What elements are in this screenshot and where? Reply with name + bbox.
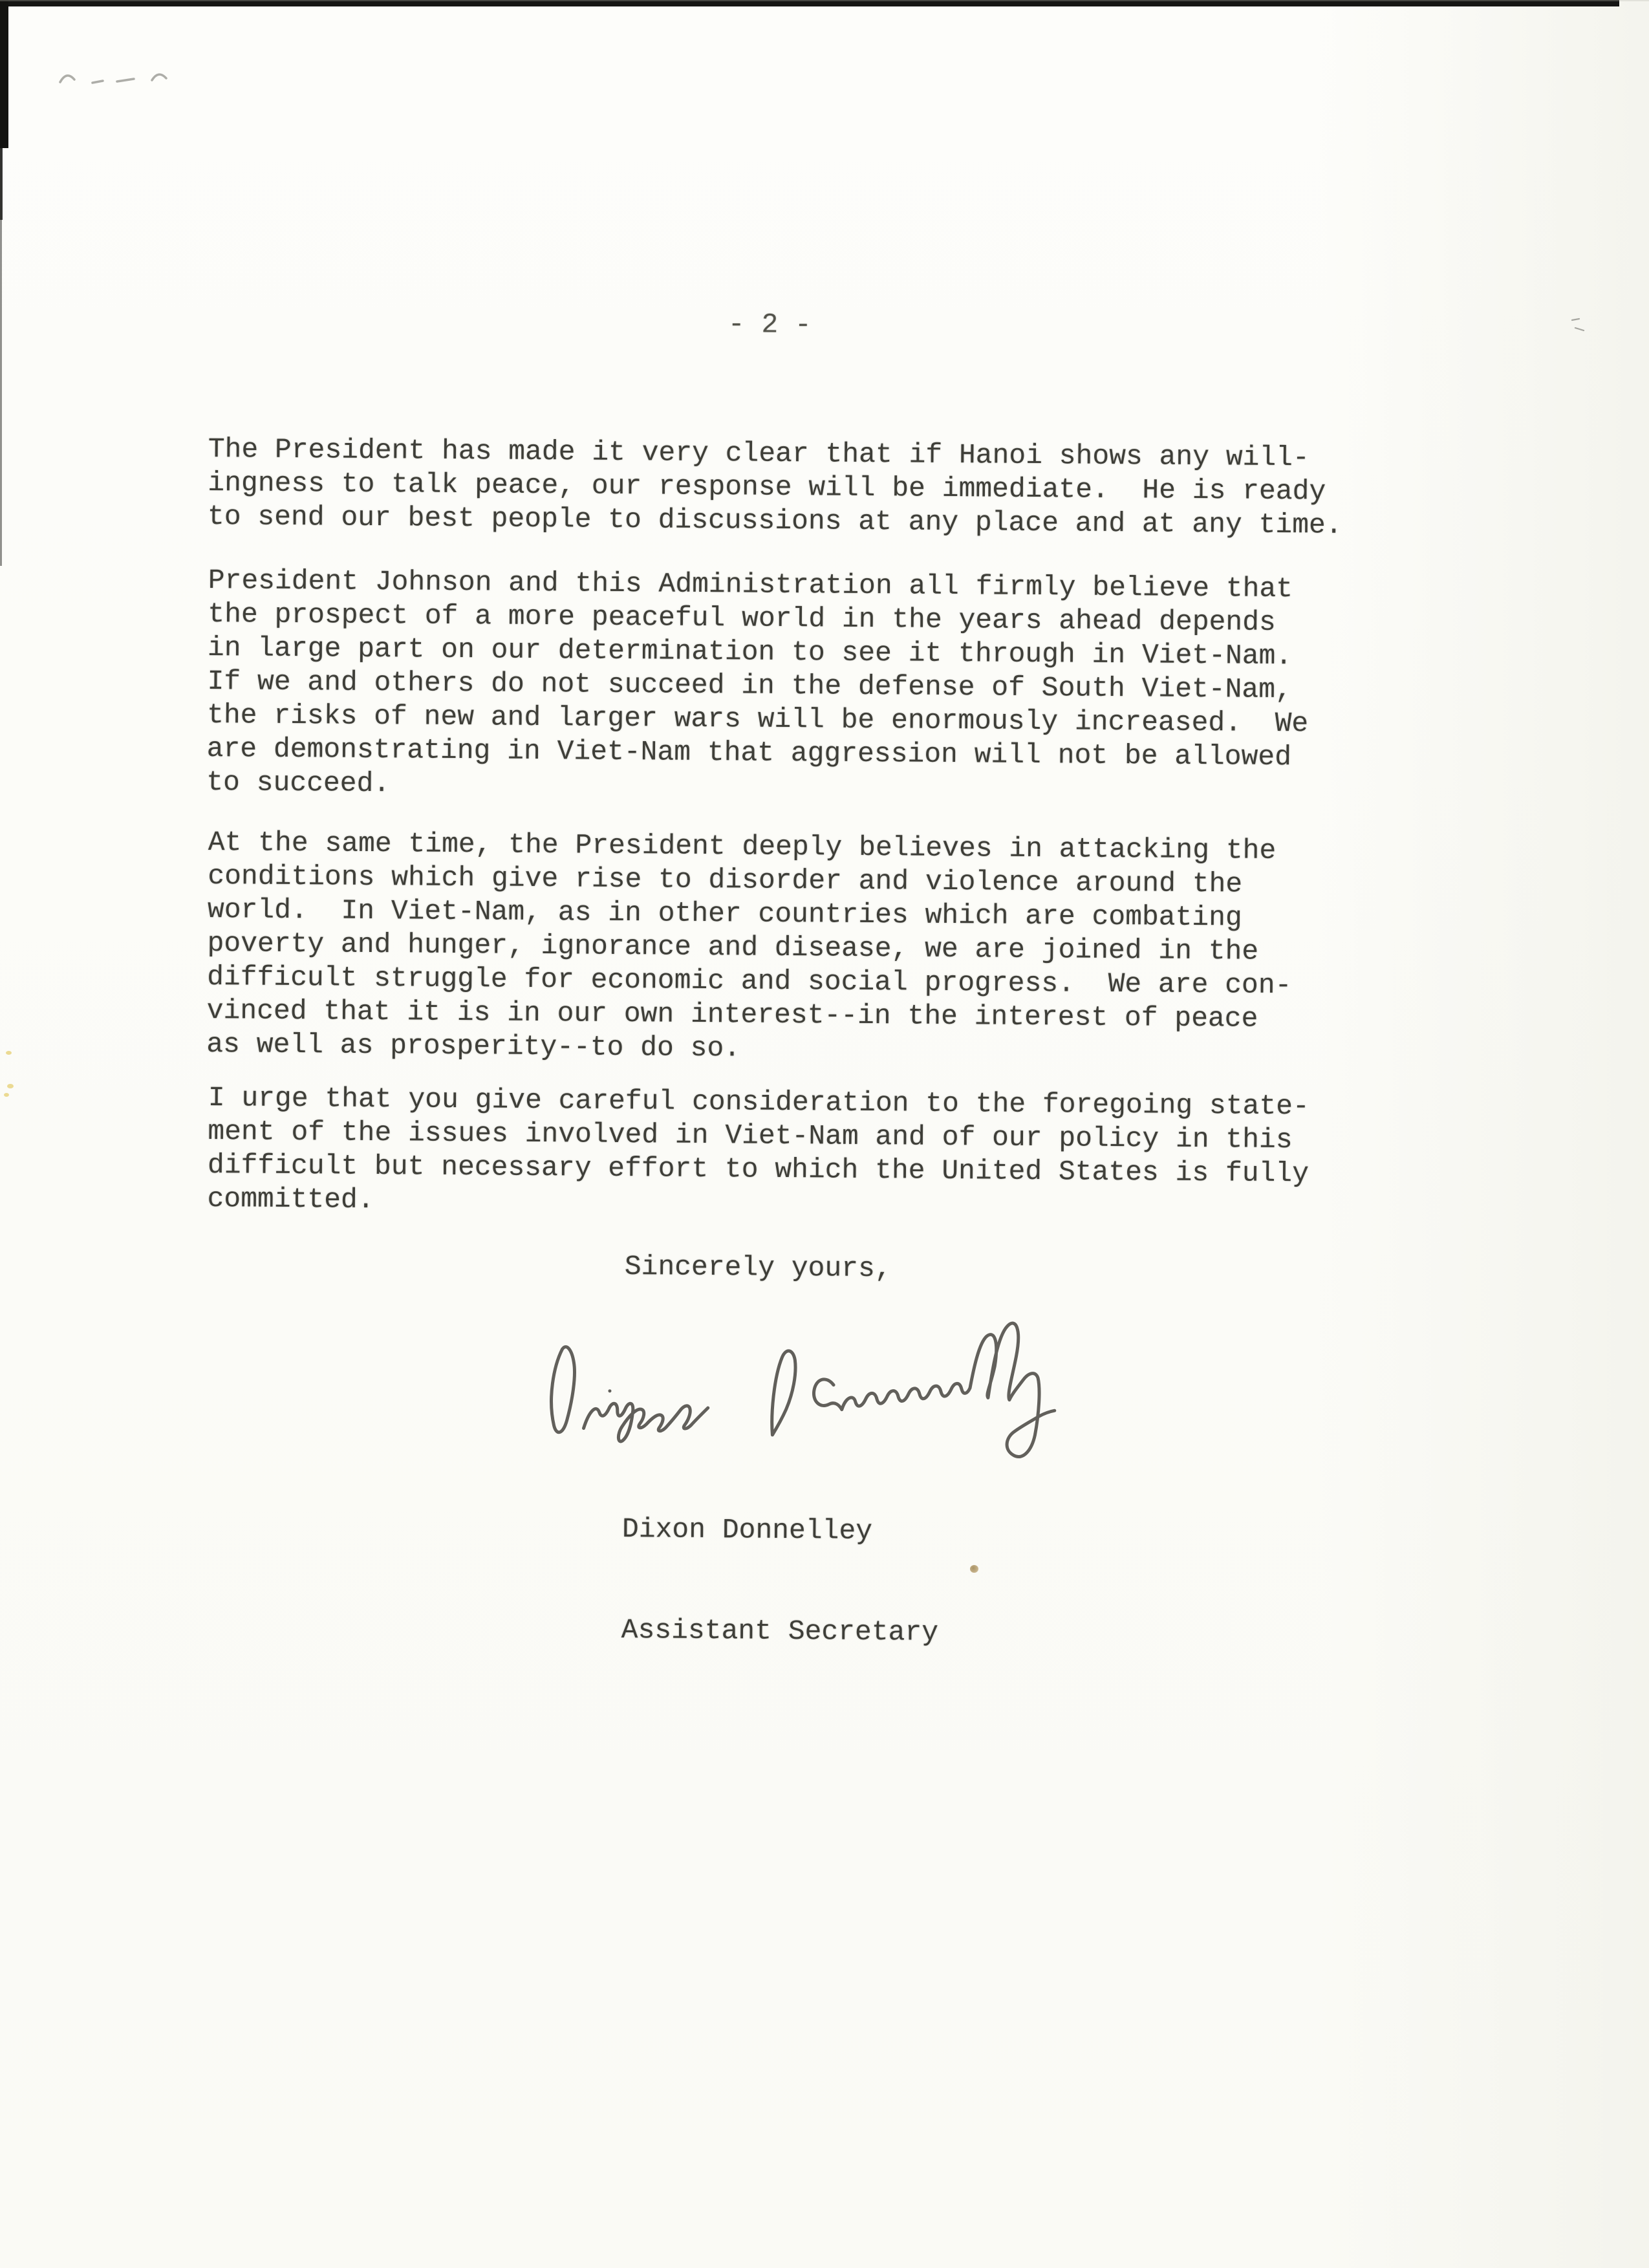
closing-salutation: Sincerely yours, (624, 1251, 892, 1285)
signer-name: Dixon Donnelley (621, 1513, 873, 1548)
scan-speck-artifact (1570, 316, 1587, 335)
letter-paragraph-1: The President has made it very clear that if Hanoi shows any will- ingness to talk peace, our response will be immediate. He is ready to send our best people to discussions at any place and at any time. (207, 433, 1342, 541)
signature-middle-initial-stroke (772, 1351, 796, 1435)
letter-paragraph-2: President Johnson and this Administration all firmly believe that the prospect of a more peaceful world in the years ahead depends in large part on our determination to see it through in Viet-Nam. If we and others do not succeed in the defense of South Viet-Nam, the risks of new and larger wars will be enormously increased. We are demonstrating in Viet-Nam that aggression will not be allowed to succeed. (206, 564, 1309, 800)
letter-paragraph-4: I urge that you give careful consideration to the foregoing state- ment of the issues involved in Viet-Nam and of our policy in this difficult but necessary effort to which the United States is fully committed. (207, 1082, 1310, 1216)
scan-artifact-hairline (0, 0, 1649, 1)
signature-last-name-stroke (814, 1322, 1055, 1457)
signature-first-name-stroke (551, 1346, 575, 1432)
signature-scrawl-stroke (583, 1403, 707, 1442)
signer-title: Assistant Secretary (621, 1614, 939, 1648)
letter-paragraph-3: At the same time, the President deeply believes in attacking the conditions which give rise to disorder and violence around the world. In Viet-Nam, as in other countries which are combating poverty and hunger, ignorance and disease, we are joined in the difficult struggle for economic and social progress. We are con- vinced that it is in our own interest--in the interest of peace as well as prosperity--to do so. (206, 826, 1292, 1064)
scan-artifact-left-edge (0, 0, 8, 148)
stain-dot (970, 1565, 978, 1573)
paper-fleck (4, 1093, 9, 1097)
paper-fleck (6, 1051, 12, 1055)
pencil-marks-artifact (55, 61, 194, 92)
page-number: - 2 - (727, 308, 812, 341)
signature-block (621, 1445, 940, 1717)
paper-fleck (7, 1084, 14, 1088)
